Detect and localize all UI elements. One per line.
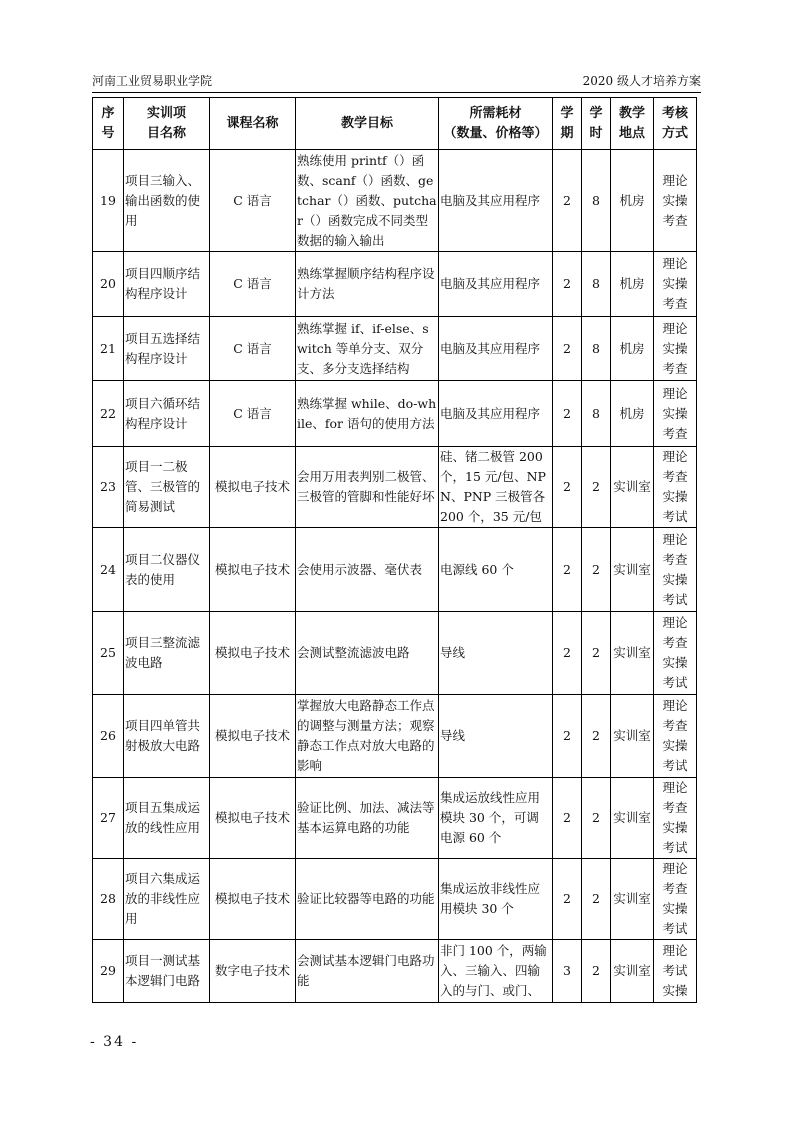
cell-hours: 2 bbox=[582, 447, 611, 528]
table-row bbox=[93, 612, 697, 695]
cell-exam: 理论 考查 实操 考试 bbox=[654, 528, 697, 612]
cell-course: C 语言 bbox=[210, 317, 296, 381]
cell-material: 集成运放非线性应用模块 30 个 bbox=[439, 859, 553, 940]
cell-no: 26 bbox=[93, 695, 124, 778]
cell-material: 电脑及其应用程序 bbox=[439, 150, 553, 252]
col-hours-header: 学 时 bbox=[582, 98, 611, 150]
cell-term: 2 bbox=[553, 528, 582, 612]
cell-course: 模拟电子技术 bbox=[210, 612, 296, 695]
cell-hours: 2 bbox=[582, 940, 611, 1003]
cell-no: 23 bbox=[93, 447, 124, 528]
col-project-header: 实训项 目名称 bbox=[124, 98, 210, 150]
col-goal-header: 教学目标 bbox=[296, 98, 439, 150]
cell-hours: 2 bbox=[582, 695, 611, 778]
cell-place: 实训室 bbox=[611, 612, 654, 695]
cell-no: 28 bbox=[93, 859, 124, 940]
col-course-header: 课程名称 bbox=[210, 98, 296, 150]
cell-exam: 理论 考查 实操 考试 bbox=[654, 695, 697, 778]
col-no-header: 序 号 bbox=[93, 98, 124, 150]
cell-place: 实训室 bbox=[611, 940, 654, 1003]
table-row bbox=[93, 528, 697, 612]
cell-exam: 理论 实操 考查 bbox=[654, 252, 697, 317]
cell-goal: 验证比较器等电路的功能 bbox=[296, 859, 439, 940]
cell-goal: 熟练掌握顺序结构程序设计方法 bbox=[296, 252, 439, 317]
cell-exam: 理论 实操 考查 bbox=[654, 381, 697, 447]
cell-project: 项目六集成运放的非线性应用 bbox=[124, 859, 210, 940]
cell-course: 模拟电子技术 bbox=[210, 859, 296, 940]
cell-term: 2 bbox=[553, 612, 582, 695]
training-table bbox=[92, 97, 697, 1003]
cell-material: 电脑及其应用程序 bbox=[439, 381, 553, 447]
cell-project: 项目二仪器仪表的使用 bbox=[124, 528, 210, 612]
cell-material: 导线 bbox=[439, 695, 553, 778]
table-row bbox=[93, 381, 697, 447]
table-row bbox=[93, 859, 697, 940]
table-row bbox=[93, 778, 697, 859]
cell-term: 2 bbox=[553, 150, 582, 252]
cell-place: 实训室 bbox=[611, 528, 654, 612]
header-row bbox=[93, 98, 697, 150]
cell-term: 2 bbox=[553, 859, 582, 940]
cell-goal: 熟练使用 printf（）函数、scanf（）函数、getchar（）函数、putchar（）函数完成不同类型数据的输入输出 bbox=[296, 150, 439, 252]
cell-goal: 会用万用表判别二极管、三极管的管脚和性能好坏 bbox=[296, 447, 439, 528]
cell-no: 22 bbox=[93, 381, 124, 447]
cell-goal: 熟练掌握 if、if-else、switch 等单分支、双分支、多分支选择结构 bbox=[296, 317, 439, 381]
cell-material: 电脑及其应用程序 bbox=[439, 317, 553, 381]
col-exam-header: 考核 方式 bbox=[654, 98, 697, 150]
cell-hours: 2 bbox=[582, 528, 611, 612]
cell-course: C 语言 bbox=[210, 150, 296, 252]
cell-project: 项目五集成运放的线性应用 bbox=[124, 778, 210, 859]
cell-no: 21 bbox=[93, 317, 124, 381]
cell-goal: 掌握放大电路静态工作点的调整与测量方法；观察静态工作点对放大电路的影响 bbox=[296, 695, 439, 778]
cell-material: 非门 100 个，两输入、三输入、四输入的与门、或门、 bbox=[439, 940, 553, 1003]
cell-project: 项目一测试基本逻辑门电路 bbox=[124, 940, 210, 1003]
cell-no: 27 bbox=[93, 778, 124, 859]
cell-course: 模拟电子技术 bbox=[210, 778, 296, 859]
cell-exam: 理论 考试 实操 bbox=[654, 940, 697, 1003]
table-row bbox=[93, 695, 697, 778]
cell-hours: 2 bbox=[582, 612, 611, 695]
cell-term: 3 bbox=[553, 940, 582, 1003]
cell-goal: 验证比例、加法、减法等基本运算电路的功能 bbox=[296, 778, 439, 859]
cell-place: 机房 bbox=[611, 150, 654, 252]
cell-place: 机房 bbox=[611, 317, 654, 381]
cell-course: 模拟电子技术 bbox=[210, 528, 296, 612]
col-place-header: 教学 地点 bbox=[611, 98, 654, 150]
cell-term: 2 bbox=[553, 778, 582, 859]
cell-project: 项目三输入、输出函数的使用 bbox=[124, 150, 210, 252]
table-row bbox=[93, 252, 697, 317]
cell-exam: 理论 考查 实操 考试 bbox=[654, 447, 697, 528]
cell-term: 2 bbox=[553, 695, 582, 778]
page-number: - 34 - bbox=[90, 1034, 139, 1050]
cell-goal: 会使用示波器、毫伏表 bbox=[296, 528, 439, 612]
cell-hours: 2 bbox=[582, 778, 611, 859]
header-rule bbox=[92, 92, 701, 93]
cell-course: C 语言 bbox=[210, 252, 296, 317]
cell-course: C 语言 bbox=[210, 381, 296, 447]
cell-term: 2 bbox=[553, 252, 582, 317]
cell-project: 项目四单管共射极放大电路 bbox=[124, 695, 210, 778]
cell-goal: 会测试整流滤波电路 bbox=[296, 612, 439, 695]
cell-term: 2 bbox=[553, 381, 582, 447]
cell-no: 20 bbox=[93, 252, 124, 317]
cell-project: 项目一二极管、三极管的简易测试 bbox=[124, 447, 210, 528]
cell-project: 项目四顺序结构程序设计 bbox=[124, 252, 210, 317]
cell-material: 集成运放线性应用模块 30 个，可调电源 60 个 bbox=[439, 778, 553, 859]
cell-place: 机房 bbox=[611, 381, 654, 447]
table-row bbox=[93, 940, 697, 1003]
cell-hours: 8 bbox=[582, 317, 611, 381]
cell-exam: 理论 考查 实操 考试 bbox=[654, 859, 697, 940]
cell-exam: 理论 实操 考查 bbox=[654, 150, 697, 252]
cell-project: 项目三整流滤波电路 bbox=[124, 612, 210, 695]
plan-title: 2020 级人才培养方案 bbox=[582, 74, 701, 88]
cell-project: 项目六循环结构程序设计 bbox=[124, 381, 210, 447]
col-term-header: 学 期 bbox=[553, 98, 582, 150]
cell-material: 硅、锗二极管 200 个，15 元/包、NPN、PNP 三极管各 200 个，35 元/包 bbox=[439, 447, 553, 528]
cell-hours: 8 bbox=[582, 150, 611, 252]
cell-term: 2 bbox=[553, 317, 582, 381]
cell-no: 29 bbox=[93, 940, 124, 1003]
school-name: 河南工业贸易职业学院 bbox=[92, 74, 213, 88]
cell-no: 24 bbox=[93, 528, 124, 612]
cell-material: 导线 bbox=[439, 612, 553, 695]
table-row bbox=[93, 150, 697, 252]
cell-material: 电源线 60 个 bbox=[439, 528, 553, 612]
cell-hours: 8 bbox=[582, 381, 611, 447]
page-header bbox=[92, 72, 701, 90]
cell-course: 模拟电子技术 bbox=[210, 695, 296, 778]
cell-hours: 8 bbox=[582, 252, 611, 317]
table-row bbox=[93, 317, 697, 381]
cell-exam: 理论 实操 考查 bbox=[654, 317, 697, 381]
table-row bbox=[93, 447, 697, 528]
cell-exam: 理论 考查 实操 考试 bbox=[654, 612, 697, 695]
cell-no: 25 bbox=[93, 612, 124, 695]
cell-exam: 理论 考查 实操 考试 bbox=[654, 778, 697, 859]
cell-place: 实训室 bbox=[611, 447, 654, 528]
cell-term: 2 bbox=[553, 447, 582, 528]
cell-no: 19 bbox=[93, 150, 124, 252]
cell-project: 项目五选择结构程序设计 bbox=[124, 317, 210, 381]
cell-hours: 2 bbox=[582, 859, 611, 940]
cell-place: 实训室 bbox=[611, 695, 654, 778]
cell-course: 数字电子技术 bbox=[210, 940, 296, 1003]
cell-place: 实训室 bbox=[611, 778, 654, 859]
cell-material: 电脑及其应用程序 bbox=[439, 252, 553, 317]
cell-place: 实训室 bbox=[611, 859, 654, 940]
cell-goal: 会测试基本逻辑门电路功能 bbox=[296, 940, 439, 1003]
cell-goal: 熟练掌握 while、do-while、for 语句的使用方法 bbox=[296, 381, 439, 447]
cell-course: 模拟电子技术 bbox=[210, 447, 296, 528]
cell-place: 机房 bbox=[611, 252, 654, 317]
col-material-header: 所需耗材 （数量、价格等） bbox=[439, 98, 553, 150]
